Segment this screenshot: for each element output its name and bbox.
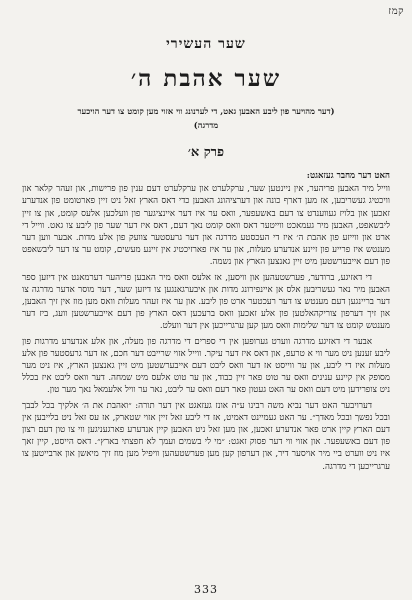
paragraph-heading: האט דער מחבר געזאגט: <box>306 171 390 181</box>
text-line: זיך מיאשן און ארבייטען צו ערגרייכען די מדרגה. <box>22 449 390 472</box>
text-line: און דאס איז דער עיקר. ווייל אזוי שרייבט דער חכם, אז דער גרעסטער <box>47 348 281 359</box>
subtitle: (דער מהויער פון ליבע האבען גאט, די לערנונג ווי אזוי מען קומט צו דער הויכער <box>77 106 335 116</box>
text-line: זאכען און בלויז געווענדט צו דעם באשעפער, וואס ער איז דער איינציגער <box>140 208 390 219</box>
text-line: מדות און איבערגאנגען צו דיזען שער, דער מוסר אדער מדרגה צו דער <box>22 284 390 308</box>
text-line: צוועק פון אלע מדות. אבער ווען דער מענטש איז פרייע פון זיינע אנדערע <box>22 233 390 256</box>
text-line: געמיינט דאמיט, אז די ליבע זאל זיין אזוי שטארק, אז עס זאל ניט <box>58 412 277 423</box>
text-line: די דאזיגע, ברודער, פערשטעהען און וויסען, אז אלעס וואס מיר האבען <box>131 272 373 283</box>
text-line: לא חפצתי בארץ״. דאס הייסט, קיין זאך איז ניט ווערט ביי מיר <box>22 437 390 460</box>
folio-number: קמז <box>388 6 404 17</box>
text-line: מעלות וואס מען מוז אין זיך האבען, און זיך דערפון צוריקהאלטען <box>22 297 390 320</box>
text-line: דאס וואס קומט נאך דעם, דאס איז דער שער פון ליבע צו גאט. ווייל <box>28 220 258 231</box>
text-line: אבער די דאזיגע מדרגה ווערט גערופען אין די ספרים די מדרגה פון <box>143 336 372 347</box>
paragraph <box>22 183 390 268</box>
text-line: ניט האבען קיין אנדערע פארגעניגען ווי צו טון דעם רצון פון <box>22 425 391 448</box>
text-line: ענינים וואס ער טוט פאר זיין כבוד, און ער טוט אלעס מיט שמחה. <box>104 373 333 384</box>
text-line: דעם באשעפער. און אזוי ווי דער פסוק זאגט: ״מי לי בשמים ועמך <box>155 437 378 448</box>
text-line: פריהער דערמאנט אין דיזען ספר האבען מיר נאר געשריבען אלס אן איינפירונג <box>22 272 390 295</box>
text-line: פון אלע זאכען וואס ברעכען דאס הארץ פון דעם אייבערשטען וועג, ביז <box>35 309 289 320</box>
text-line: מעלות, און ער איז פארזיכטיג אין זיינע מעשים, קומט ער צו דער <box>53 245 271 256</box>
paragraph <box>22 336 390 397</box>
text-line: ווייל מיר האבען פריהער, אין ניינטען שער, ערקלערט און ערקלערט דעם <box>143 184 391 195</box>
text-line: די ארט און ווייזע פון אהבת ה׳ איז די העכסטע מדרגה און דער גרעסטער <box>22 220 390 244</box>
page-number: 333 <box>194 583 218 596</box>
paragraph <box>22 272 390 333</box>
text-line: ענין פון פרישות, און זעהר קלאר און וויכטיג געשריבען, אז מען דארף <box>22 184 390 207</box>
text-line: ליבשאפט פון דעם אייבערשטען מיט זיין גאנצען הארץ און נשמה. <box>22 245 390 268</box>
text-line: בלייבען אין דעם הארץ קיין ארט פאר אנדערע זאכען, און מען זאל <box>22 412 390 436</box>
text-line: ״ואהבת את ה׳ אלקיך בכל לבבך ובכל נפשך ובכל מאדך״. ער האט <box>22 400 390 423</box>
gate-title: שער אהבת ה׳ <box>130 65 282 92</box>
text-line: בריינגען דעם מענטש צו דער רעכטער ארט פון ליבע. און ער איז זעהר <box>139 297 374 308</box>
text-line: מעלה, און אלע אנדערע מדרגות פון ליבע זענען ניט מער ווי א טרעפ, <box>22 336 390 359</box>
text-line: כונה און דערציהונג האבען כדי דאס הארץ זאל ניט זיין פארטומט פון אנדערע <box>22 196 281 207</box>
text-line: אויסער דיר, און דערפון קען מען פערשטעהען וויפיל מען מוז <box>110 449 316 460</box>
body-text <box>22 170 390 473</box>
text-line: דער וואס ליבט איז בכלל ניט צופרידען מיט דעם וואס ער האט געטון <box>22 373 390 396</box>
text-line: דערויבער האט דער נביא משה רבינו ע״ה אונז געזאגט אין דער תורה: <box>131 400 372 411</box>
paragraph <box>22 400 390 473</box>
text-line: אייבערשטען מיט זיין גאנצען הארץ, איז ניט מער מסופק אין קיינע <box>22 361 390 384</box>
subtitle-continuation: מדרגה) <box>193 120 219 130</box>
section-title: שער העשירי <box>166 36 246 52</box>
text-line: פון וועלכען אלעס קומט, און צו זיין ליבשאפט, האבען מיר געמאכט ווייטער <box>22 208 390 231</box>
text-line: פון אלע מעלות איז די ליבע, און ער ווייסט אז דער וואס ליבט דעם <box>22 348 390 372</box>
text-line: פאר דעם וואס ער ליבט, נאר ער וויל אלעמאל נאך מער טון. <box>46 385 247 396</box>
text-line: דער מענטש קומט צו דער שלימות וואס מען קען ערגרייכען אין דער וועלט. <box>22 309 390 332</box>
chapter-heading: פרק א׳ <box>187 145 225 160</box>
